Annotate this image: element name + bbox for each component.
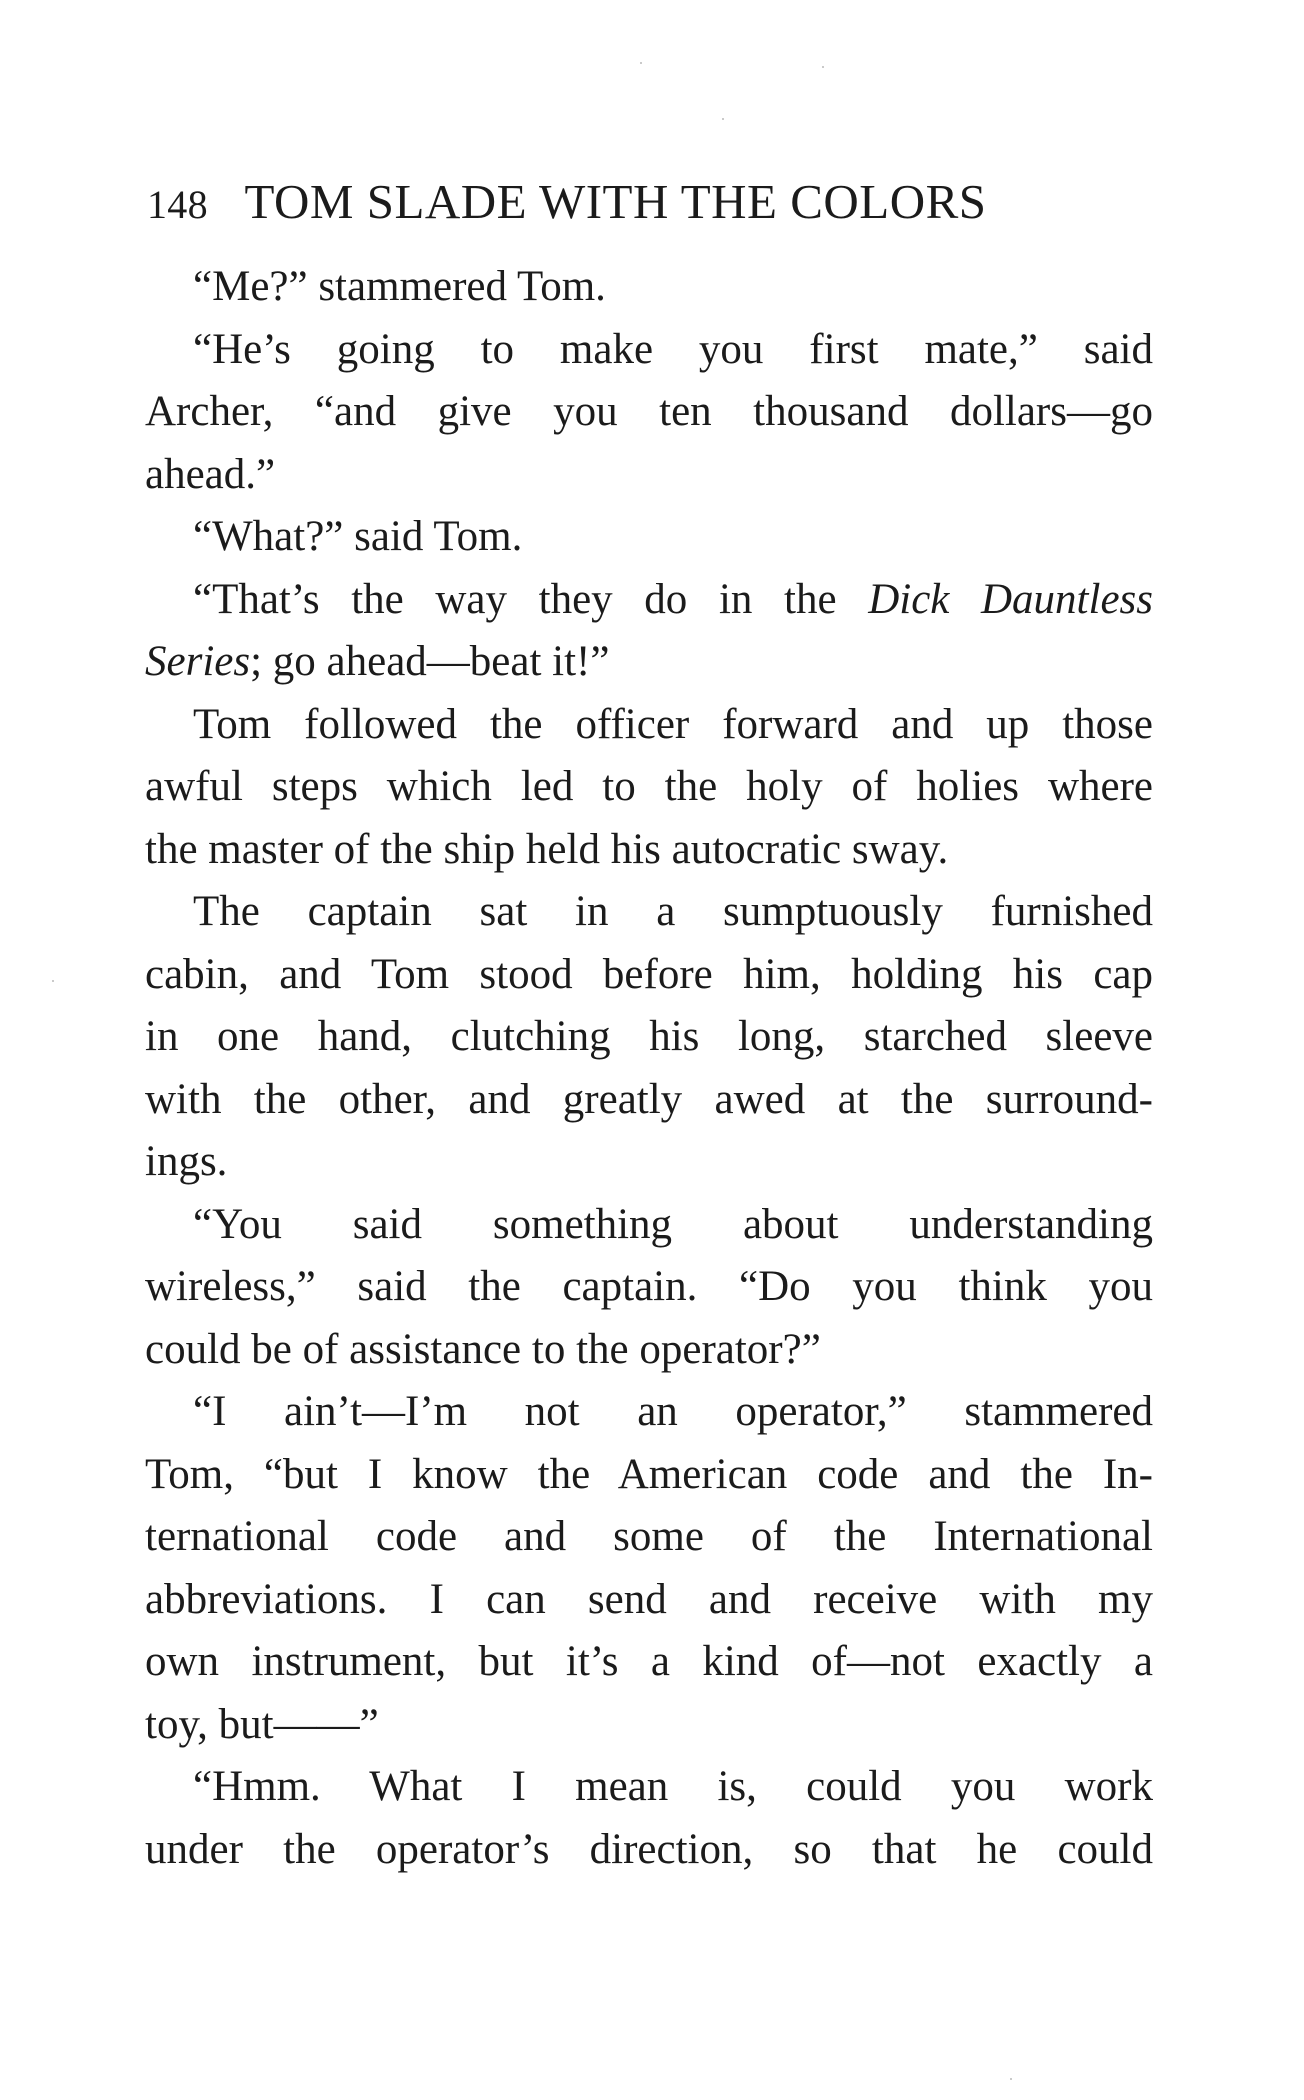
text-line: Tom followed the officer forward and up those <box>193 700 1153 748</box>
text-line: “You said something about understanding <box>193 1200 1153 1248</box>
text-line: in one hand, clutching his long, starched sleeve <box>145 1013 1153 1060</box>
text-line: ahead.” <box>145 450 276 498</box>
text-line <box>145 631 1153 694</box>
text-line: own instrument, but it’s a kind of—not exactly a <box>145 1638 1153 1685</box>
text-line: wireless,” said the captain. “Do you think you <box>145 1263 1153 1310</box>
text-line: under the operator’s direction, so that he could <box>145 1825 1153 1873</box>
text-run: ; go ahead—beat it!” <box>250 638 610 685</box>
text-line: “I ain’t—I’m not an operator,” stammered <box>193 1388 1153 1435</box>
text-line: abbreviations. I can send and receive with my <box>145 1575 1153 1623</box>
scan-speck <box>1010 2078 1012 2080</box>
text-line: “What?” said Tom. <box>193 513 523 560</box>
text-line: Archer, “and give you ten thousand dollars—go <box>145 388 1153 435</box>
text-line: “Hmm. What I mean is, could you work <box>193 1763 1153 1810</box>
scan-speck <box>52 980 54 982</box>
text-line: with the other, and greatly awed at the surround- <box>145 1075 1153 1123</box>
text-line: ings. <box>145 1138 228 1185</box>
body-text <box>145 256 1153 1881</box>
text-line: could be of assistance to the operator?” <box>145 1325 821 1373</box>
text-line: the master of the ship held his autocratic sway. <box>145 825 949 873</box>
page-number: 148 <box>147 182 208 227</box>
text-run: “That’s the way they do in the <box>193 575 869 623</box>
scan-speck <box>640 62 642 64</box>
text-line: The captain sat in a sumptuously furnished <box>193 888 1153 935</box>
italic-title: Series <box>145 638 251 685</box>
text-line: toy, but——” <box>145 1700 379 1748</box>
text-line: “He’s going to make you first mate,” said <box>193 325 1153 373</box>
text-line: cabin, and Tom stood before him, holding his cap <box>145 950 1153 998</box>
scan-speck <box>822 66 824 68</box>
text-line: awful steps which led to the holy of holies where <box>145 763 1153 810</box>
text-line <box>145 569 1153 632</box>
text-line: ternational code and some of the International <box>145 1513 1153 1560</box>
running-head: TOM SLADE WITH THE COLORS <box>244 174 987 229</box>
text-line: Tom, “but I know the American code and the In- <box>145 1450 1153 1498</box>
scan-speck <box>722 118 724 120</box>
italic-title: Dick Dauntless <box>868 575 1154 623</box>
page-header <box>147 172 1157 232</box>
text-line: “Me?” stammered Tom. <box>193 263 606 310</box>
